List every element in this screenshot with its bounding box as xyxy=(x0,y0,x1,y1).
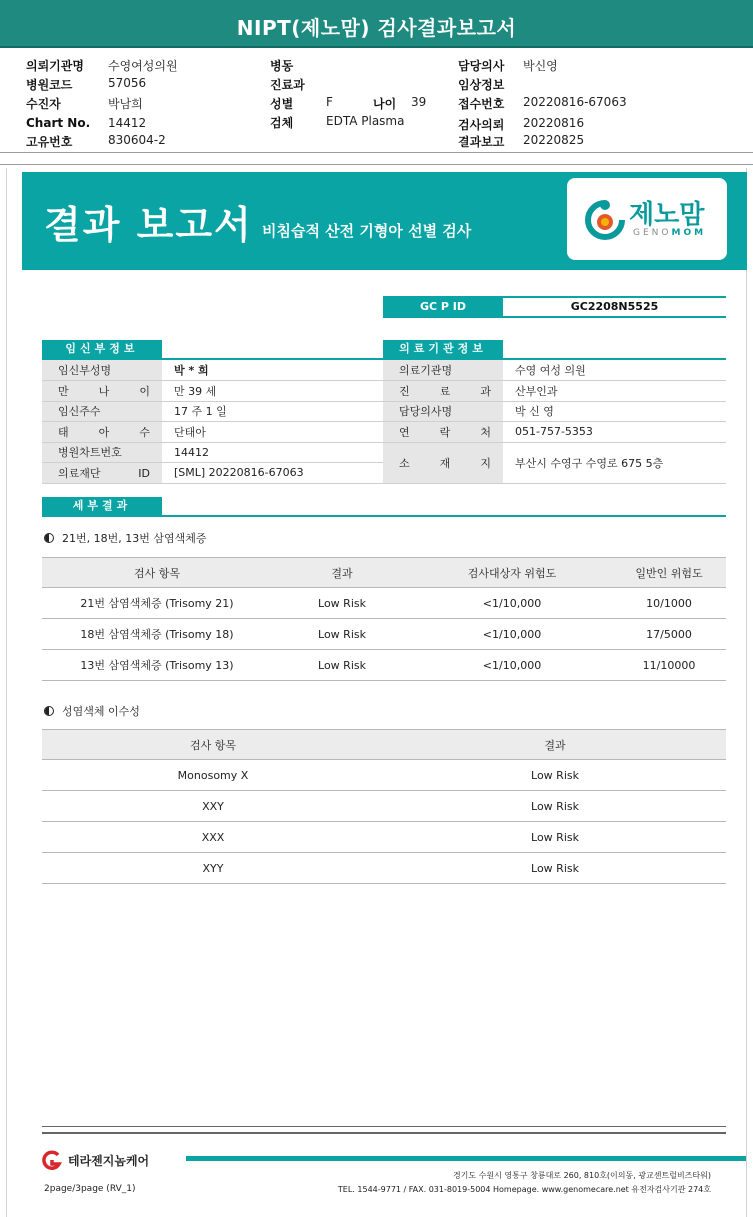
receipt-value: 20220816-67063 xyxy=(523,95,627,109)
gcp-id-label: GC P ID xyxy=(383,298,503,316)
hospital-value: 수영여성의원 xyxy=(108,59,178,73)
institution-info-table xyxy=(383,360,726,484)
terragen-logo-icon xyxy=(38,1150,66,1170)
report-label: 결과보고 xyxy=(458,135,505,149)
table-cell: XXX xyxy=(42,822,384,853)
info-row xyxy=(383,442,726,483)
ward-label: 병동 xyxy=(270,59,294,73)
info-label: 의료기관명 xyxy=(383,360,503,381)
company-logo: 테라젠지놈케어 xyxy=(38,1150,149,1170)
info-label: 만 나 이 xyxy=(42,381,162,402)
receipt-label: 접수번호 xyxy=(458,97,505,111)
table-cell: <1/10,000 xyxy=(412,619,612,650)
info-value: 박 신 영 xyxy=(503,401,726,422)
logo-eng: GENOMOM xyxy=(633,228,707,238)
half-circle-icon xyxy=(44,533,54,543)
info-row xyxy=(42,442,383,463)
table-cell: Low Risk xyxy=(384,822,726,853)
gcp-id-box xyxy=(383,296,726,318)
patient-label: 수진자 xyxy=(26,97,61,111)
table-row xyxy=(42,853,726,884)
info-value: 부산시 수영구 수영로 675 5층 xyxy=(503,442,726,483)
logo-text: 제노맘 xyxy=(629,200,705,230)
table-cell: 10/1000 xyxy=(612,588,726,619)
table-cell: XXY xyxy=(42,791,384,822)
doctor-value: 박신영 xyxy=(523,59,558,73)
info-row xyxy=(383,381,726,402)
footer-divider-2 xyxy=(42,1132,726,1134)
request-value: 20220816 xyxy=(523,116,585,130)
info-label: 병원차트번호 xyxy=(42,442,162,463)
specimen-value: EDTA Plasma xyxy=(326,114,405,128)
info-row xyxy=(42,422,383,443)
table-cell: 11/10000 xyxy=(612,650,726,681)
table-cell: Low Risk xyxy=(272,650,412,681)
report-banner xyxy=(0,0,753,48)
column-header: 결과 xyxy=(272,558,412,588)
table-row xyxy=(42,760,726,791)
info-label: 담당의사명 xyxy=(383,401,503,422)
sex-chrom-table xyxy=(42,729,726,884)
table-cell: <1/10,000 xyxy=(412,588,612,619)
footer-teal-bar xyxy=(186,1156,746,1161)
info-value: [SML] 20220816-67063 xyxy=(162,463,383,484)
half-circle-icon xyxy=(44,706,54,716)
footer-address: 경기도 수원시 영통구 창룡대로 260, 810호(이의동, 광교센트럴비즈타워) xyxy=(452,1171,711,1180)
column-header: 검사 항목 xyxy=(42,558,272,588)
table-row xyxy=(42,791,726,822)
hero-banner xyxy=(22,172,747,270)
info-label: 진 료 과 xyxy=(383,381,503,402)
info-row xyxy=(42,360,383,381)
info-value: 14412 xyxy=(162,442,383,463)
info-row xyxy=(42,381,383,402)
hospital-code-value: 57056 xyxy=(108,76,147,90)
table-cell: Monosomy X xyxy=(42,760,384,791)
info-label: 소 재 지 xyxy=(383,442,503,483)
info-value: 박 * 희 xyxy=(162,360,383,381)
info-value: 산부인과 xyxy=(503,381,726,402)
info-row xyxy=(383,360,726,381)
table-cell: 18번 삼염색체증 (Trisomy 18) xyxy=(42,619,272,650)
unique-label: 고유번호 xyxy=(26,135,73,149)
chart-label: Chart No. xyxy=(26,116,91,130)
doctor-label: 담당의사 xyxy=(458,59,505,73)
table-cell: Low Risk xyxy=(384,853,726,884)
table-cell: Low Risk xyxy=(384,791,726,822)
trisomy-heading: 21번, 18번, 13번 삼염색체증 xyxy=(44,530,206,546)
table-cell: Low Risk xyxy=(384,760,726,791)
age-value: 39 xyxy=(411,95,427,109)
chart-value: 14412 xyxy=(108,116,147,130)
specimen-label: 검체 xyxy=(270,116,294,130)
footer-contact: TEL. 1544-9771 / FAX. 031-8019-5004 Homepage. www.genomecare.net 유전자검사기관 274호 xyxy=(337,1185,711,1194)
table-row xyxy=(42,588,726,619)
report-title: NIPT(제노맘) 검사결과보고서 xyxy=(236,16,517,40)
report-value: 20220825 xyxy=(523,133,585,147)
info-label: 의료재단 ID xyxy=(42,463,162,484)
info-value: 단태아 xyxy=(162,422,383,443)
column-header: 검사대상자 위험도 xyxy=(412,558,612,588)
sex-value: F xyxy=(326,95,333,109)
genomom-logo xyxy=(567,178,727,260)
clinical-label: 임상정보 xyxy=(458,78,505,92)
table-cell: Low Risk xyxy=(272,619,412,650)
info-label: 태 아 수 xyxy=(42,422,162,443)
hero-subtitle: 비침습적 산전 기형아 선별 검사 xyxy=(262,222,472,240)
info-label: 임신부성명 xyxy=(42,360,162,381)
info-value: 051-757-5353 xyxy=(503,422,726,443)
gcp-id-value: GC2208N5525 xyxy=(570,300,659,313)
unique-value: 830604-2 xyxy=(108,133,166,147)
hospital-code-label: 병원코드 xyxy=(26,78,73,92)
sex-chrom-heading: 성염색체 이수성 xyxy=(44,703,140,719)
info-value: 수영 여성 의원 xyxy=(503,360,726,381)
info-label: 연 락 처 xyxy=(383,422,503,443)
table-row xyxy=(42,822,726,853)
report-page-frame xyxy=(6,168,747,1217)
detail-results-line xyxy=(42,515,726,517)
trisomy-table xyxy=(42,557,726,681)
info-value: 17 주 1 일 xyxy=(162,401,383,422)
sex-label: 성별 xyxy=(270,97,294,111)
page-number: 2page/3page (RV_1) xyxy=(44,1184,136,1194)
info-row xyxy=(383,422,726,443)
info-row xyxy=(42,401,383,422)
footer-divider xyxy=(42,1126,726,1127)
info-row xyxy=(42,463,383,484)
pregnant-info-table xyxy=(42,360,383,484)
column-header: 결과 xyxy=(384,730,726,760)
hospital-label: 의뢰기관명 xyxy=(26,59,84,73)
request-label: 검사의뢰 xyxy=(458,118,505,132)
meta-divider xyxy=(0,152,753,153)
age-label: 나이 xyxy=(373,97,397,111)
info-row xyxy=(383,401,726,422)
column-header: 일반인 위험도 xyxy=(612,558,726,588)
table-row xyxy=(42,650,726,681)
table-cell: XYY xyxy=(42,853,384,884)
table-cell: 13번 삼염색체증 (Trisomy 13) xyxy=(42,650,272,681)
table-cell: 17/5000 xyxy=(612,619,726,650)
table-cell: 21번 삼염색체증 (Trisomy 21) xyxy=(42,588,272,619)
table-cell: <1/10,000 xyxy=(412,650,612,681)
table-row xyxy=(42,619,726,650)
dept-label: 진료과 xyxy=(270,78,305,92)
info-value: 만 39 세 xyxy=(162,381,383,402)
genomom-mark-icon xyxy=(583,196,625,242)
table-cell: Low Risk xyxy=(272,588,412,619)
patient-value: 박남희 xyxy=(108,97,143,111)
hero-title: 결과 보고서 xyxy=(44,203,253,247)
detail-results-tab: 세부결과 xyxy=(42,497,162,515)
pregnant-info-tab: 임신부정보 xyxy=(42,340,162,358)
institution-info-tab: 의료기관정보 xyxy=(383,340,503,358)
meta-divider-2 xyxy=(0,164,753,165)
column-header: 검사 항목 xyxy=(42,730,384,760)
info-label: 임신주수 xyxy=(42,401,162,422)
